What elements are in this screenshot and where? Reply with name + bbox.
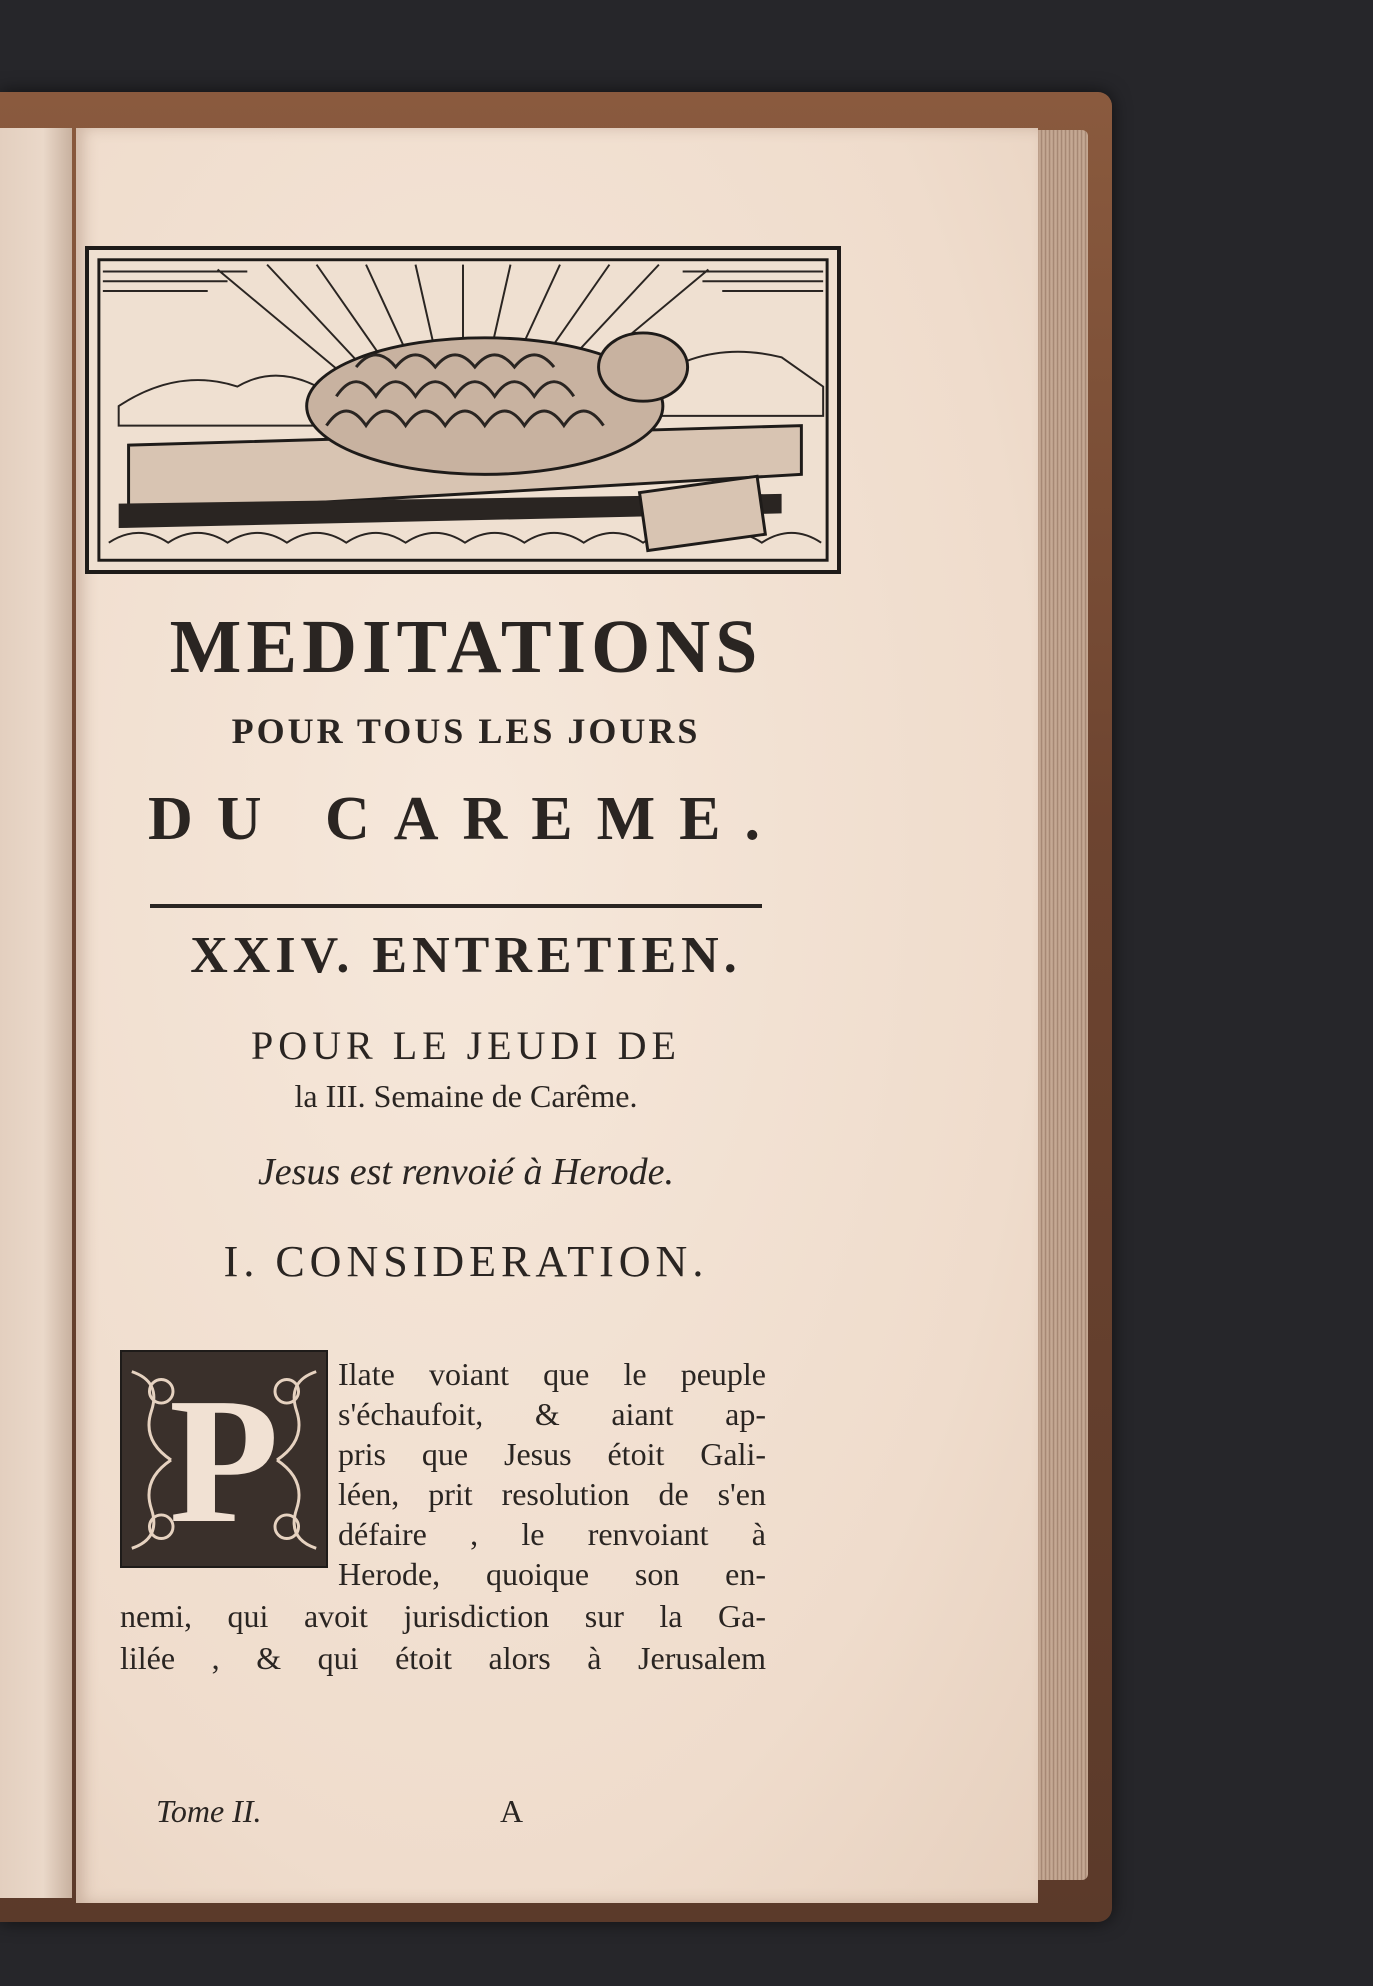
book-page <box>76 128 1038 1903</box>
left-page-edge <box>0 128 72 1898</box>
chapter-day: POUR LE JEUDI DE <box>251 1023 681 1068</box>
body-line: nemi, qui avoit jurisdiction sur la Ga- <box>120 1598 766 1634</box>
drop-cap-letter: P <box>169 1361 279 1560</box>
chapter-heading: XXIV. ENTRETIEN. <box>190 927 742 984</box>
body-line: défaire , le renvoiant à <box>338 1516 766 1552</box>
book-title: MEDITATIONS <box>169 605 763 689</box>
book-subtitle: POUR TOUS LES JOURS <box>231 711 701 751</box>
body-line: Herode, quoique son en- <box>338 1556 766 1592</box>
body-line: pris que Jesus étoit Gali- <box>338 1436 766 1472</box>
body-line: s'échaufoit, & aiant ap- <box>338 1396 766 1432</box>
book-title-line2: DU CAREME. <box>147 785 785 853</box>
section-heading: I. CONSIDERATION. <box>223 1237 709 1286</box>
drop-cap-ornament <box>120 1350 328 1568</box>
signature-mark: A <box>500 1793 524 1829</box>
chapter-week: la III. Semaine de Carême. <box>294 1078 638 1114</box>
body-line: léen, prit resolution de s'en <box>338 1476 766 1512</box>
volume-marker: Tome II. <box>156 1793 262 1829</box>
body-line: lilée , & qui étoit alors à Jerusalem <box>120 1640 766 1676</box>
lamb-on-cross-woodcut <box>89 250 837 570</box>
woodcut-illustration <box>85 246 841 574</box>
body-line: Ilate voiant que le peuple <box>338 1356 766 1392</box>
page-block-edge <box>1038 130 1088 1880</box>
horizontal-rule <box>150 904 762 908</box>
chapter-topic: Jesus est renvoié à Herode. <box>257 1151 675 1193</box>
